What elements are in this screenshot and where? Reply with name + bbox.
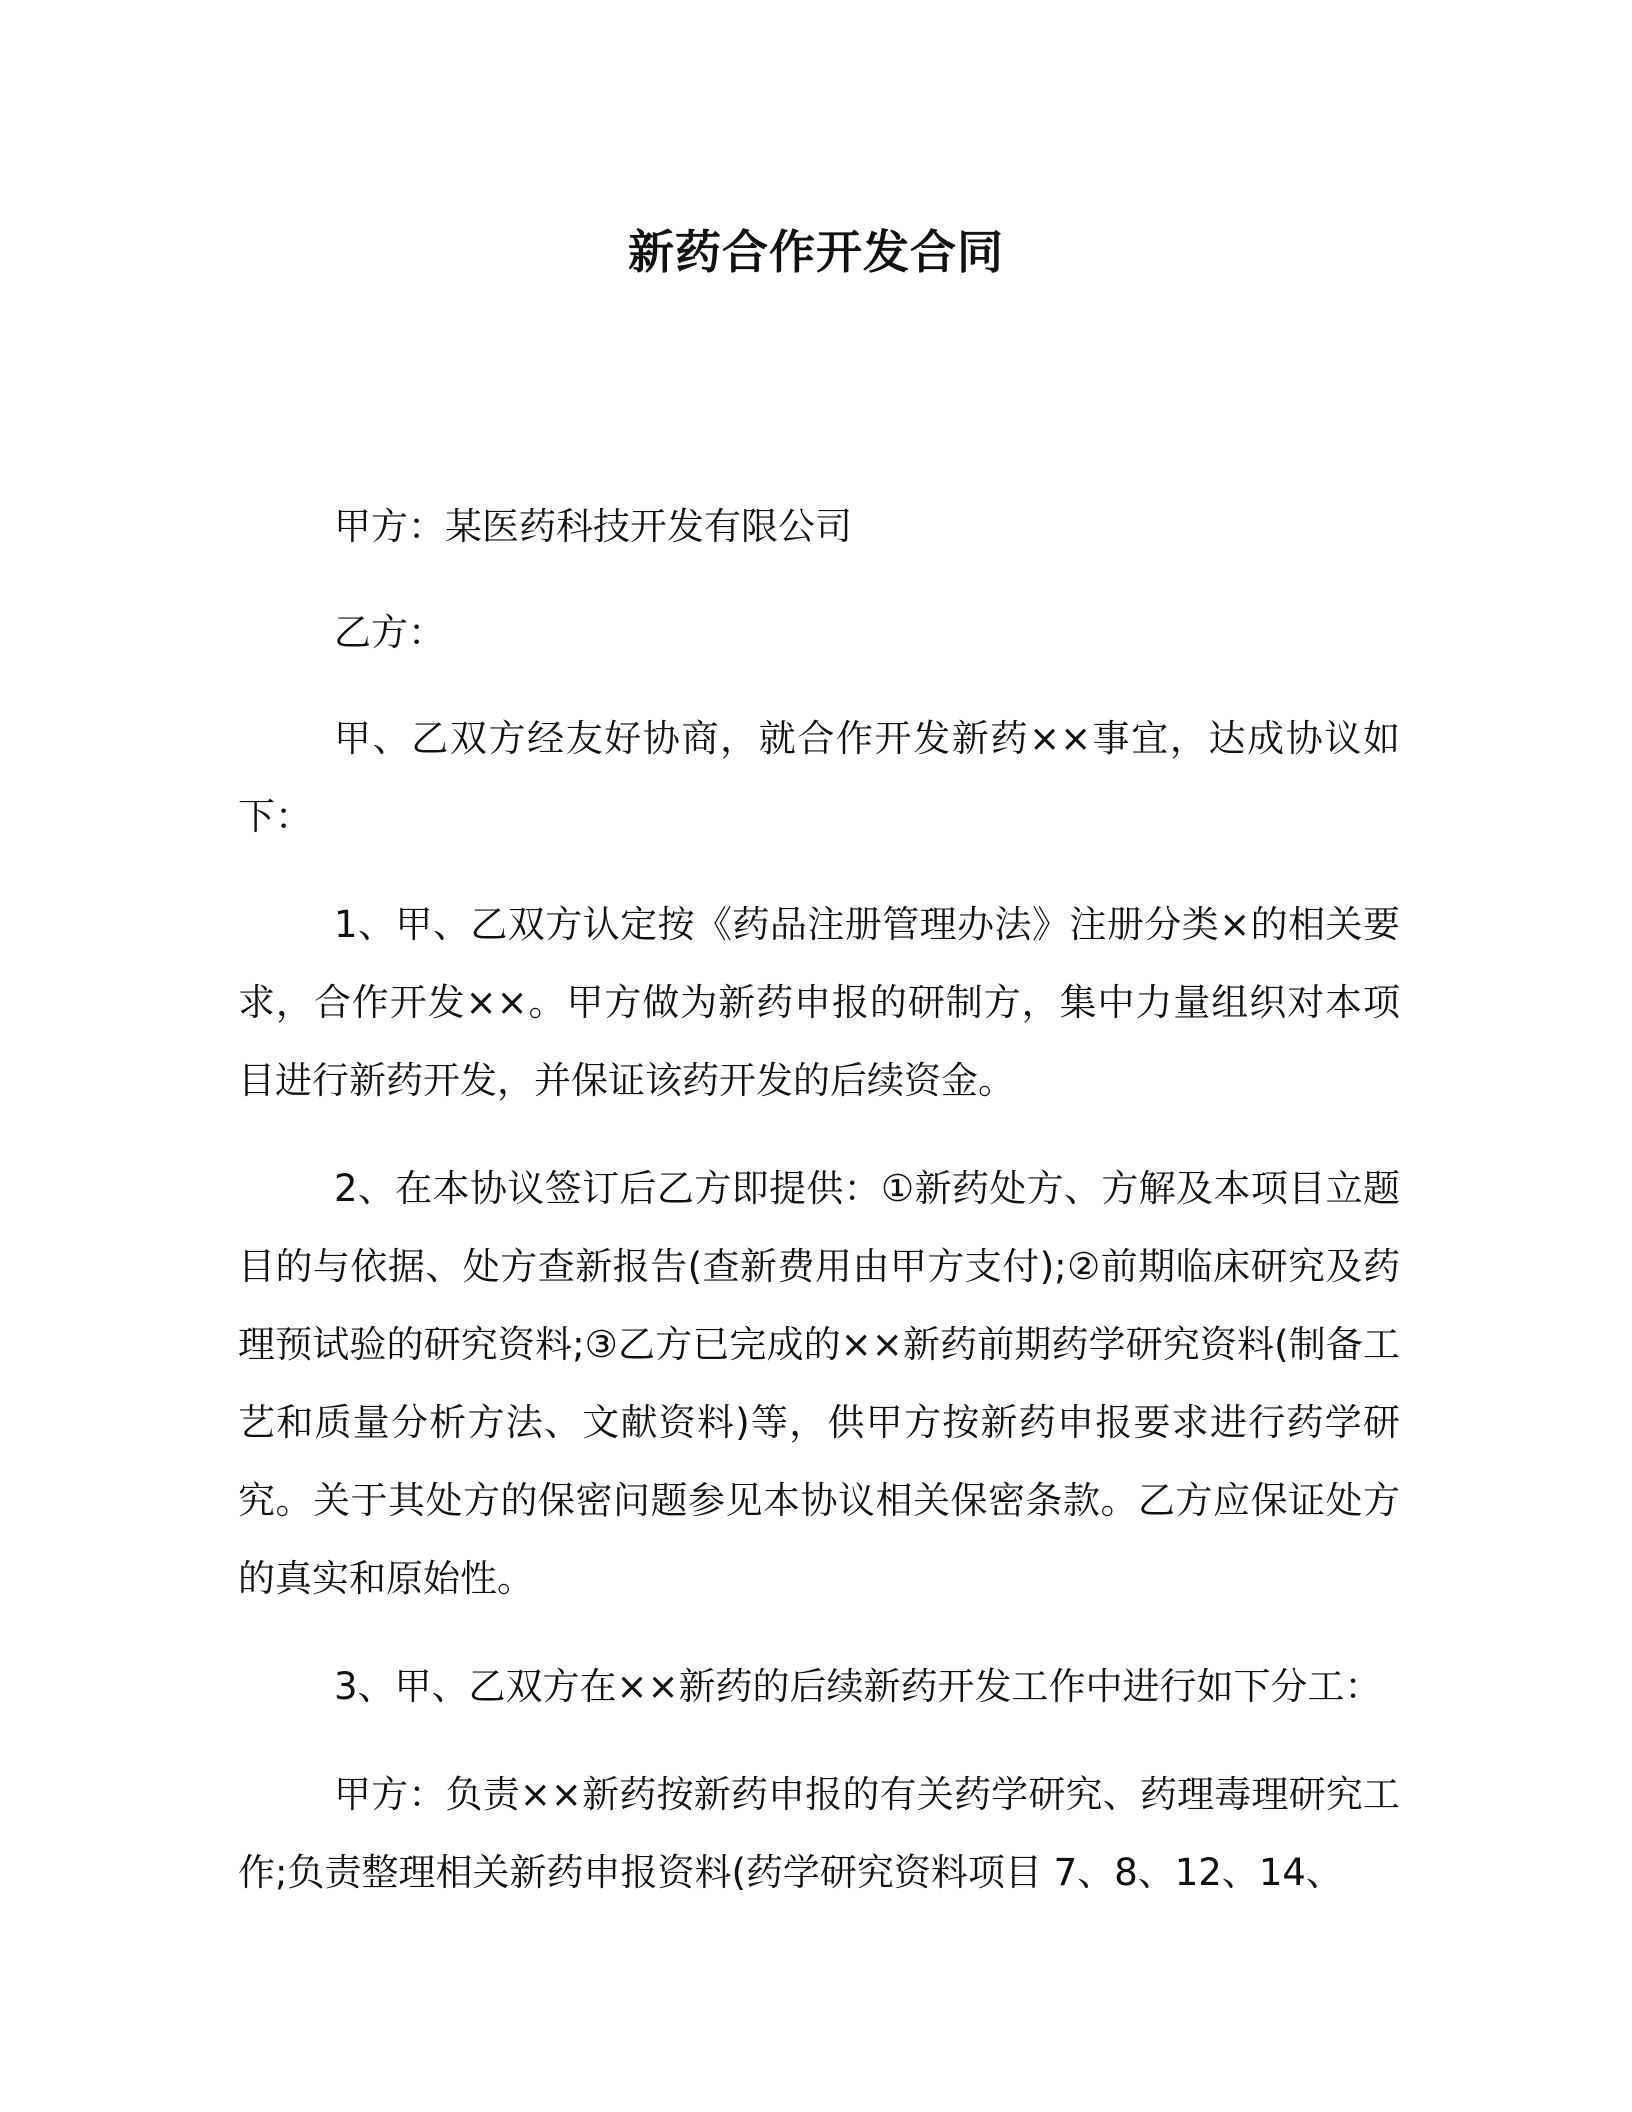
clause-2-paragraph: 2、在本协议签订后乙方即提供：①新药处方、方解及本项目立题目的与依据、处方查新报告(查新费用由甲方支付);②前期临床研究及药理预试验的研究资料;③乙方已完成的××新药前期药学研究资料(制备工艺和质量分析方法、文献资料)等，供甲方按新药申报要求进行药学研究。关于其处方的保密问题参见本协议相关保密条款。乙方应保证处方的真实和原始性。 — [238, 1167, 1400, 1600]
party-a-duties-paragraph: 甲方：负责××新药按新药申报的有关药学研究、药理毒理研究工作;负责整理相关新药申报资料(药学研究资料项目 7、8、12、14、 — [238, 1773, 1400, 1894]
document-title: 新药合作开发合同 — [628, 225, 1004, 279]
preamble-paragraph: 甲、乙双方经友好协商，就合作开发新药××事宜，达成协议如下： — [238, 717, 1400, 838]
party-a-line: 甲方：某医药科技开发有限公司 — [334, 505, 852, 548]
clause-1-paragraph: 1、甲、乙双方认定按《药品注册管理办法》注册分类×的相关要求，合作开发××。甲方做为新药申报的研制方，集中力量组织对本项目进行新药开发，并保证该药开发的后续资金。 — [238, 903, 1400, 1102]
clause-3-paragraph: 3、甲、乙双方在××新药的后续新药开发工作中进行如下分工： — [334, 1665, 1382, 1708]
party-b-line: 乙方： — [334, 611, 445, 654]
document-body — [238, 488, 1400, 1942]
